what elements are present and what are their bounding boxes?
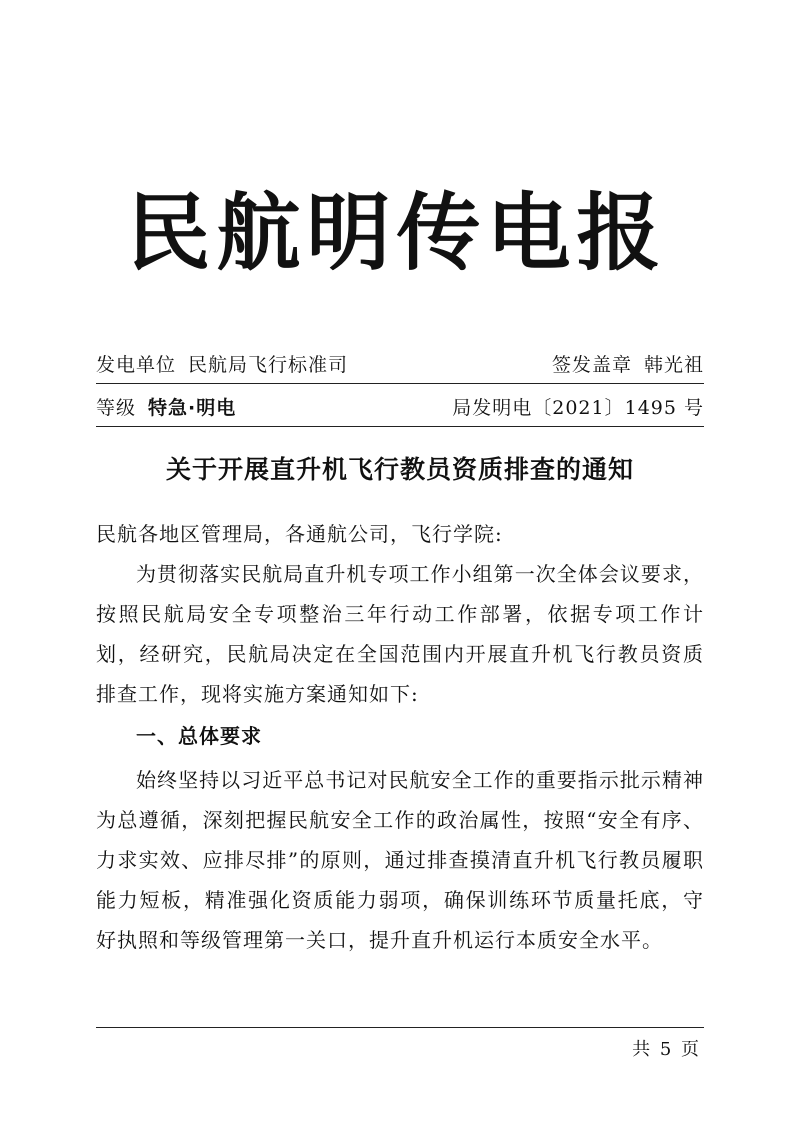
signer-info [552, 350, 704, 377]
sender-value: 民航局飞行标准司 [188, 353, 349, 376]
masthead-title: 民航明传电报 [126, 184, 667, 282]
sender-row [96, 343, 704, 383]
salutation: 民航各地区管理局，各通航公司，飞行学院: [96, 522, 503, 546]
signer-value: 韩光祖 [643, 353, 704, 376]
divider-top [96, 383, 704, 384]
priority-label: 等级 [96, 396, 137, 419]
page-count: 共 5 页 [632, 1039, 701, 1060]
sender-label: 发电单位 [96, 353, 177, 376]
document-body [96, 514, 704, 960]
document-title: 关于开展直升机飞行教员资质排查的通知 [165, 455, 634, 484]
section-paragraph: 始终坚持以习近平总书记对民航安全工作的重要指示批示精神为总遵循，深刻把握民航安全工作的政治属性，按照“安全有序、力求实效、应排尽排”的原则，通过排查摸清直升机飞行教员履职能力短板，精准强化资质能力弱项，确保训练环节质量托底，守好执照和等级管理第一关口，提升直升机运行本质安全水平。 [96, 768, 704, 952]
divider-middle [96, 426, 704, 427]
priority-value: 特急·明电 [148, 396, 237, 419]
section-heading: 一、总体要求 [136, 724, 262, 748]
sender-info [96, 350, 348, 377]
divider-footer [96, 1027, 704, 1028]
signer-label: 签发盖章 [551, 353, 632, 376]
doc-number: 局发明电〔2021〕1495 号 [452, 396, 704, 419]
priority-row [96, 386, 704, 426]
priority-info [96, 393, 236, 420]
intro-paragraph: 为贯彻落实民航局直升机专项工作小组第一次全体会议要求，按照民航局安全专项整治三年行动工作部署，依据专项工作计划，经研究，民航局决定在全国范围内开展直升机飞行教员资质排查工作，现将实施方案通知如下: [96, 562, 704, 706]
